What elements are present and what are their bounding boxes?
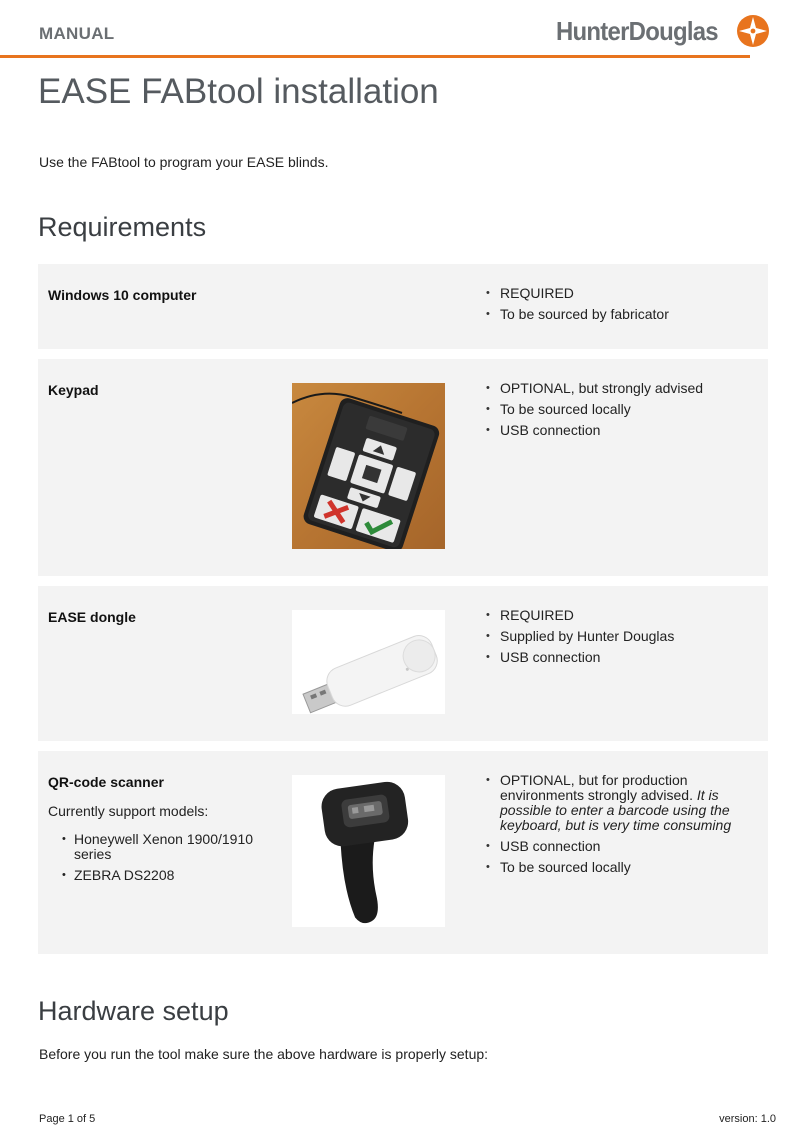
requirement-card-computer [38,264,768,349]
page-number: Page 1 of 5 [39,1113,96,1125]
requirement-bullets [486,608,756,671]
requirement-bullets [486,773,756,881]
bullet-item: • REQUIRED [486,608,756,623]
version-label: version: 1.0 [719,1113,776,1125]
page-title: EASE FABtool installation [38,72,439,111]
intro-text: Use the FABtool to program your EASE blinds. [39,154,329,170]
requirement-card-scanner [38,751,768,954]
requirement-name: EASE dongle [48,609,136,625]
requirements-heading: Requirements [38,212,207,242]
requirement-name: Keypad [48,382,99,398]
bullet-note: It is possible to enter a barcode using the keyboard, but is very time consuming [500,787,732,833]
header-divider [0,55,750,58]
hardware-setup-text: Before you run the tool make sure the above hardware is properly setup: [39,1046,489,1062]
bullet-item: • USB connection [486,423,756,438]
bullet-item: • REQUIRED [486,286,756,301]
supported-models-list [62,832,262,889]
bullet-item: • USB connection [486,839,756,854]
model-item: • Honeywell Xenon 1900/1910 series [62,832,262,862]
bullet-item: • To be sourced locally [486,402,756,417]
bullet-item: • Supplied by Hunter Douglas [486,629,756,644]
supported-models-label: Currently support models: [48,803,209,819]
bullet-item [486,773,756,833]
document-type-label: MANUAL [39,24,115,43]
requirement-bullets [486,286,756,328]
requirement-card-dongle [38,586,768,741]
barcode-scanner-photo [292,775,445,927]
requirement-name: Windows 10 computer [48,287,197,303]
bullet-item: • To be sourced by fabricator [486,307,756,322]
usb-dongle-photo [292,610,445,714]
bullet-item: • USB connection [486,650,756,665]
brand-name: HunterDouglas [556,15,718,46]
requirement-card-keypad [38,359,768,576]
bullet-text: OPTIONAL, but for production environments strongly advised. [500,772,693,803]
brand-logo [556,14,770,48]
model-item: • ZEBRA DS2208 [62,868,262,883]
brand-compass-icon [736,14,770,48]
requirement-bullets [486,381,756,444]
bullet-item: • OPTIONAL, but strongly advised [486,381,756,396]
hardware-setup-heading: Hardware setup [38,996,229,1026]
requirement-name: QR-code scanner [48,774,164,790]
bullet-item: • To be sourced locally [486,860,756,875]
keypad-photo [292,383,445,549]
